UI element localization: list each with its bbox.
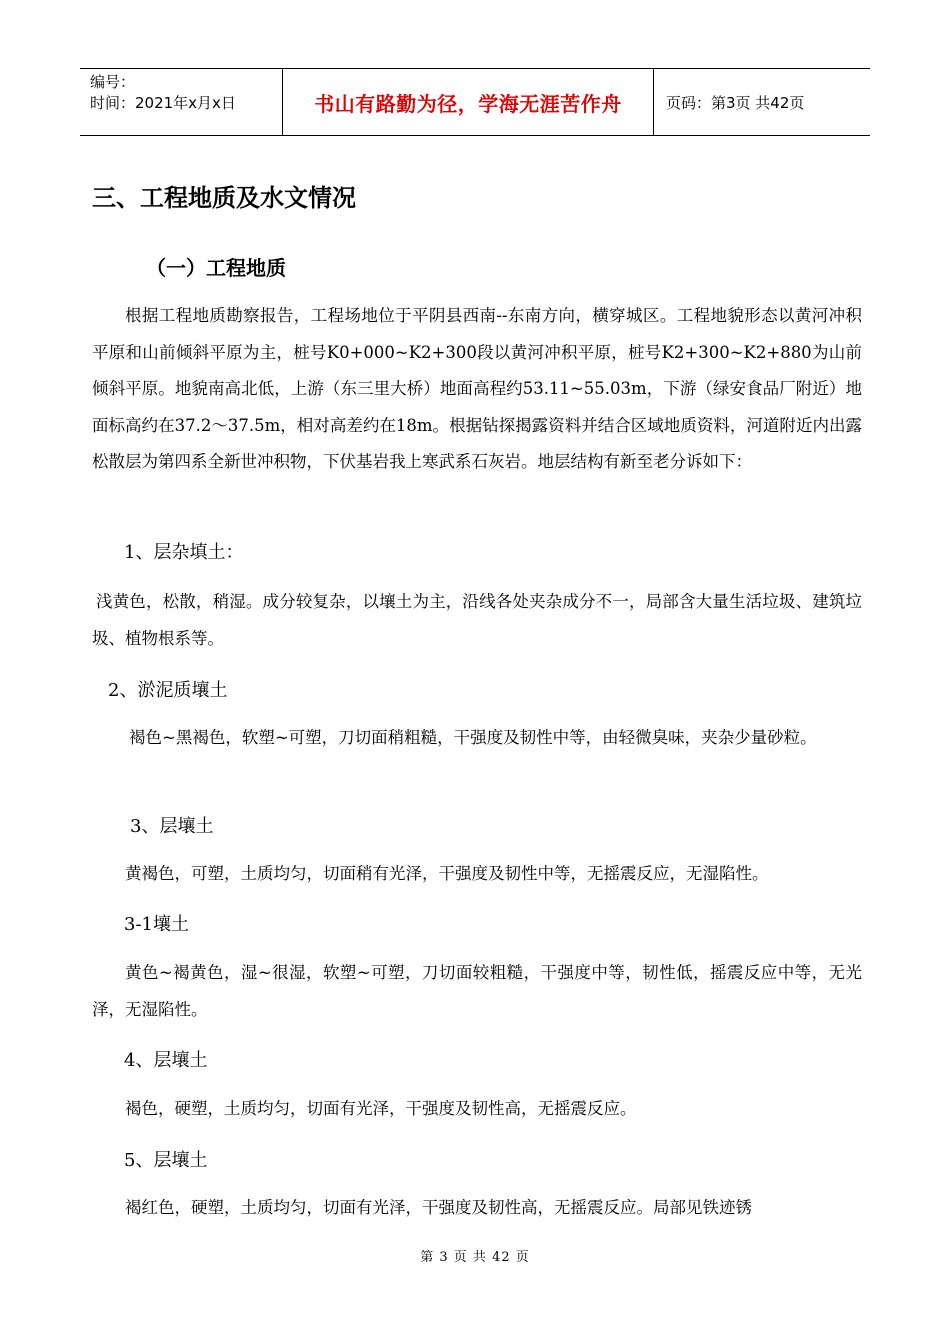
layer-description: 浅黄色，松散，稍湿。成分较复杂，以壤土为主，沿线各处夹杂成分不一，局部含大量生活垃圾、建筑垃圾、植物根系等。	[92, 592, 862, 648]
layer-description: 黄褐色，可塑，土质均匀，切面稍有光泽，干强度及韧性中等，无摇震反应，无湿陷性。	[125, 864, 769, 883]
intro-paragraph: 根据工程地质勘察报告，工程场地位于平阴县西南--东南方向，横穿城区。工程地貌形态以黄河冲积平原和山前倾斜平原为主，桩号K0+000~K2+300段以黄河冲积平原，桩号K2+300~K2+880为山前倾斜平原。地貌南高北低，上游（东三里大桥）地面高程约53.11~55.03m，下游（绿安食品厂附近）地面标高约在37.2～37.5m，相对高差约在18m。根据钻探揭露资料并结合区域地质资料，河道附近内出露松散层为第四系全新世冲积物，下伏基岩我上寒武系石灰岩。地层结构有新至老分诉如下：	[92, 306, 862, 471]
page-header	[80, 68, 870, 136]
document-date: 时间：2021年x月x日	[90, 94, 236, 112]
layer-description: 黄色~褐黄色，湿~很湿，软塑~可塑，刀切面较粗糙，干强度中等，韧性低，摇震反应中等，无光泽，无湿陷性。	[92, 963, 862, 1019]
section-title: 三、工程地质及水文情况	[92, 184, 356, 212]
layer-heading: 5、层壤土	[124, 1150, 208, 1171]
layer-description: 褐色~黑褐色，软塑~可塑，刀切面稍粗糙，干强度及韧性中等，由轻微臭味，夹杂少量砂粒。	[129, 728, 817, 747]
layer-description: 褐色，硬塑，土质均匀，切面有光泽，干强度及韧性高，无摇震反应。	[125, 1099, 637, 1118]
layer-heading: 3、层壤土	[130, 816, 214, 837]
page-footer: 第 3 页 共 42 页	[420, 1250, 530, 1265]
header-page-code: 页码：第3页 共42页	[666, 93, 805, 112]
document-number-label: 编号：	[90, 73, 136, 91]
subsection-title: （一）工程地质	[146, 256, 286, 280]
layer-heading: 1、层杂填土：	[124, 542, 244, 563]
layer-heading: 2、淤泥质壤土	[108, 680, 228, 701]
header-motto: 书山有路勤为径，学海无涯苦作舟	[282, 69, 654, 135]
layer-heading: 4、层壤土	[124, 1050, 208, 1071]
layer-description: 褐红色，硬塑，土质均匀，切面有光泽，干强度及韧性高，无摇震反应。局部见铁迹锈	[125, 1198, 752, 1217]
layer-heading: 3-1壤土	[124, 914, 189, 935]
header-meta	[80, 69, 282, 135]
